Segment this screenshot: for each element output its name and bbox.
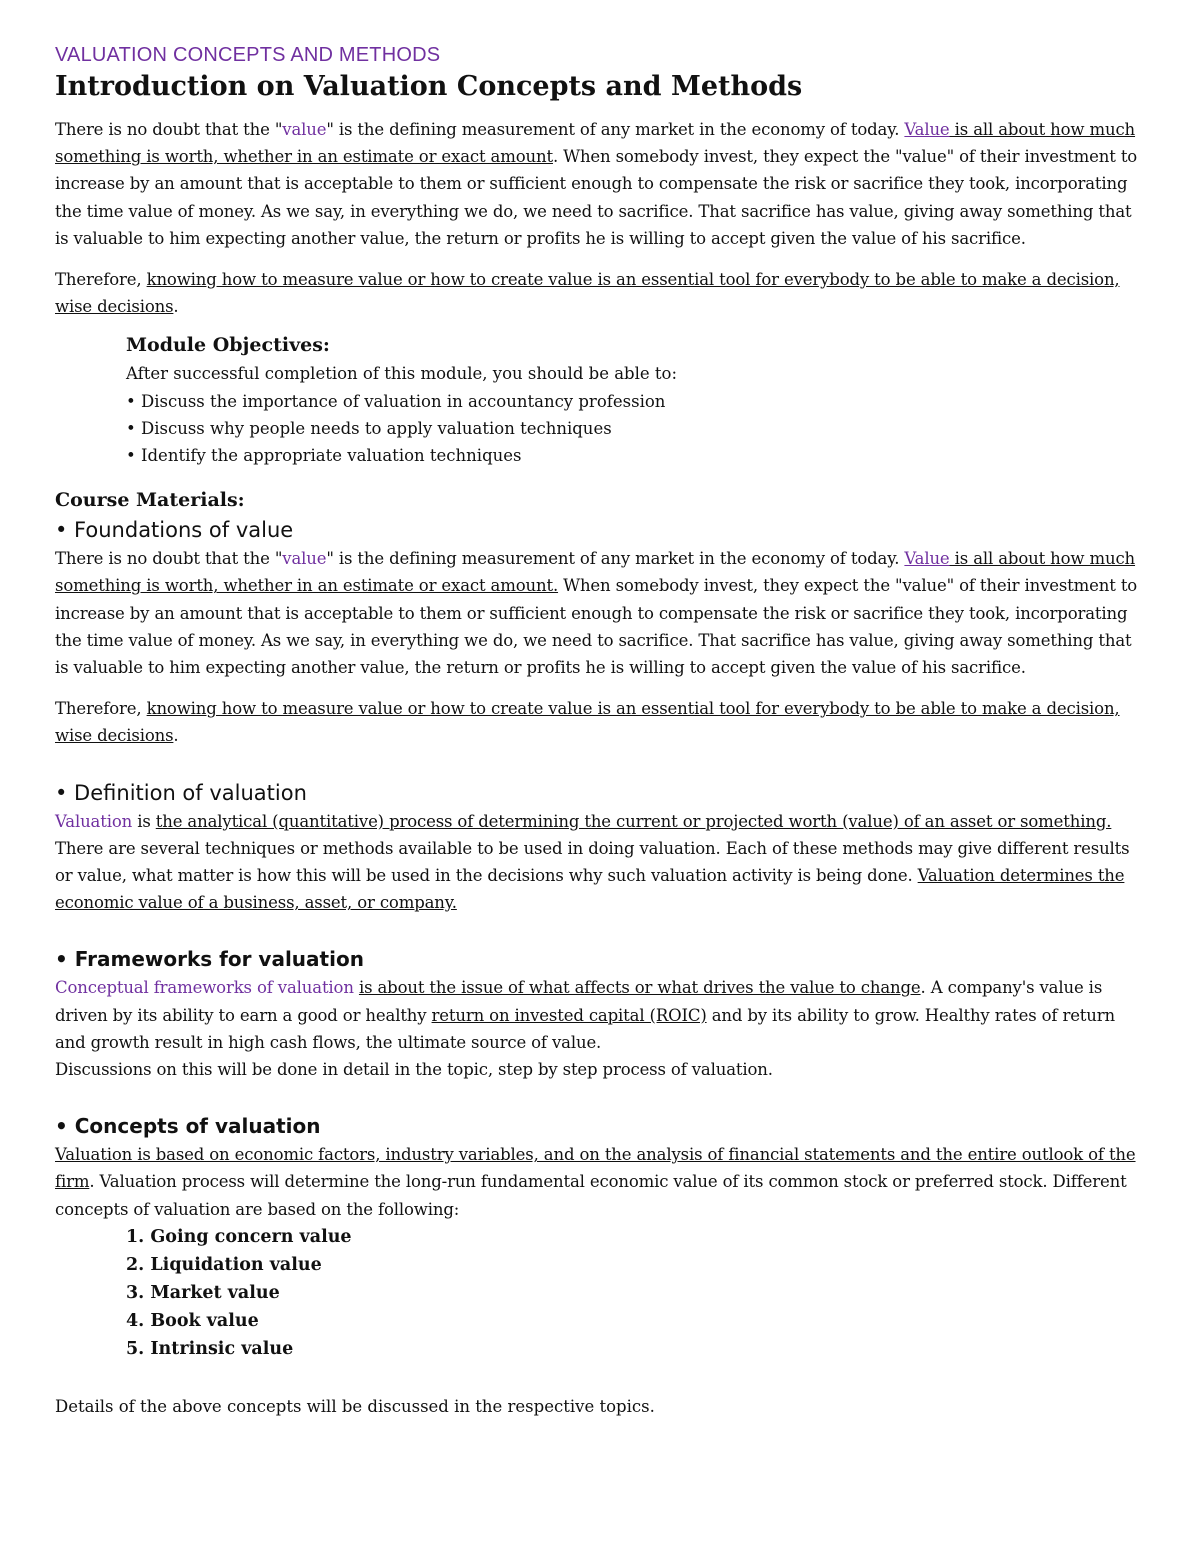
definition-heading: • Definition of valuation bbox=[55, 780, 307, 805]
foundations-therefore-b: . bbox=[173, 726, 179, 746]
foundations-text-a: There is no doubt that the " bbox=[55, 549, 283, 569]
list-item: 2. Liquidation value bbox=[126, 1254, 322, 1275]
foundations-therefore-a: Therefore, bbox=[55, 699, 147, 719]
frameworks-heading: • Frameworks for valuation bbox=[55, 947, 364, 972]
objectives-heading: Module Objectives: bbox=[126, 334, 330, 357]
definition-middle: There are several techniques or methods available to be used in doing valuation. Each of these methods may give different results or value, what matter is how this will be used in the decisions why such valuation activity is being done. bbox=[55, 838, 1130, 886]
intro-text-b: " is the defining measurement of any market in the economy of today. bbox=[326, 120, 905, 139]
concepts-underlined: Valuation is based on economic factors, industry variables, and on the analysis of financial statements and the entire outlook of the firm bbox=[55, 1145, 1136, 1192]
intro-underlined: is all about how much something is worth, whether in an estimate or exact amount bbox=[55, 120, 1136, 167]
intro-paragraph bbox=[55, 116, 1140, 252]
module-objectives bbox=[126, 334, 1140, 469]
definition-underlined: the analytical (quantitative) process of determining the current or projected worth (value) of an asset or something. bbox=[155, 811, 1112, 831]
concepts-heading: • Concepts of valuation bbox=[55, 1114, 321, 1139]
course-materials-heading: Course Materials: bbox=[55, 489, 245, 512]
list-item: 4. Book value bbox=[126, 1310, 259, 1331]
definition-is: is bbox=[132, 811, 156, 831]
definition-underlined-2: Valuation determines the economic value of a business, asset, or company. bbox=[55, 866, 1125, 913]
foundations-text-c: When somebody invest, they expect the "value" of their investment to increase by an amount that is acceptable to them or sufficient enough to compensate the risk or sacrifice they took, incorporating the time value of money. As we say, in everything we do, we need to sacrifice. That sacrifice has value, giving away something that is valuable to him expecting another value, the return or profits he is willing to accept given the value of his sacrifice. bbox=[55, 576, 1138, 678]
intro-therefore-underlined: knowing how to measure value or how to create value is an essential tool for everybody to be able to make a decision, wise decisions bbox=[55, 270, 1120, 317]
foundations-therefore-paragraph bbox=[55, 695, 1140, 749]
closing-note: Details of the above concepts will be discussed in the respective topics. bbox=[55, 1396, 655, 1416]
intro-therefore-paragraph bbox=[55, 266, 1140, 320]
frameworks-middle: . A company's value is driven by its ability to earn a good or healthy bbox=[55, 978, 1103, 1025]
objective-item: • Identify the appropriate valuation techniques bbox=[126, 446, 522, 466]
objective-item: • Discuss why people needs to apply valuation techniques bbox=[126, 418, 612, 438]
foundations-value-link[interactable]: Value bbox=[904, 549, 950, 569]
foundations-value-word: value bbox=[282, 549, 327, 569]
page-title: Introduction on Valuation Concepts and Methods bbox=[55, 71, 803, 102]
frameworks-end: and by its ability to grow. Healthy rates of return and growth result in high cash flows, the ultimate source of value. bbox=[55, 1005, 1115, 1052]
intro-value-word: value bbox=[282, 120, 327, 139]
foundations-underlined: is all about how much something is worth, whether in an estimate or exact amount. bbox=[55, 549, 1136, 596]
objective-item: • Discuss the importance of valuation in accountancy profession bbox=[126, 391, 666, 411]
intro-text-c: . When somebody invest, they expect the "value" of their investment to increase by an amount that is acceptable to them or sufficient enough to compensate the risk or sacrifice they took, incorporating the time value of money. As we say, in everything we do, we need to sacrifice. That sacrifice has value, giving away something that is valuable to him expecting another value, the return or profits he is willing to accept given the value of his sacrifice. bbox=[55, 147, 1138, 248]
concepts-rest: . Valuation process will determine the long-run fundamental economic value of its common stock or preferred stock. Different concepts of valuation are based on the following: bbox=[55, 1172, 1127, 1219]
frameworks-underlined-2: return on invested capital (ROIC) bbox=[431, 1005, 707, 1025]
document-label: VALUATION CONCEPTS AND METHODS bbox=[55, 44, 441, 66]
concepts-paragraph bbox=[55, 1141, 1140, 1223]
intro-therefore-a: Therefore, bbox=[55, 270, 147, 290]
definition-paragraph bbox=[55, 808, 1140, 917]
intro-therefore-b: . bbox=[173, 297, 179, 317]
concepts-list bbox=[126, 1223, 1140, 1363]
list-item: 1. Going concern value bbox=[126, 1226, 352, 1247]
definition-term: Valuation bbox=[55, 811, 133, 831]
intro-value-link[interactable]: Value bbox=[904, 120, 950, 139]
list-item: 5. Intrinsic value bbox=[126, 1338, 294, 1359]
foundations-paragraph bbox=[55, 545, 1140, 681]
foundations-text-b: " is the defining measurement of any market in the economy of today. bbox=[326, 549, 905, 569]
foundations-heading: • Foundations of value bbox=[55, 518, 294, 543]
intro-text-a: There is no doubt that the " bbox=[55, 120, 283, 139]
frameworks-underlined: is about the issue of what affects or what drives the value to change bbox=[358, 978, 921, 998]
list-item: 3. Market value bbox=[126, 1282, 280, 1303]
foundations-therefore-underlined: knowing how to measure value or how to create value is an essential tool for everybody to be able to make a decision, wise decisions bbox=[55, 699, 1120, 746]
frameworks-paragraph bbox=[55, 974, 1140, 1056]
objectives-lead: After successful completion of this module, you should be able to: bbox=[126, 364, 678, 384]
frameworks-term: Conceptual frameworks of valuation bbox=[55, 978, 354, 998]
frameworks-line-2: Discussions on this will be done in detail in the topic, step by step process of valuation. bbox=[55, 1060, 773, 1080]
